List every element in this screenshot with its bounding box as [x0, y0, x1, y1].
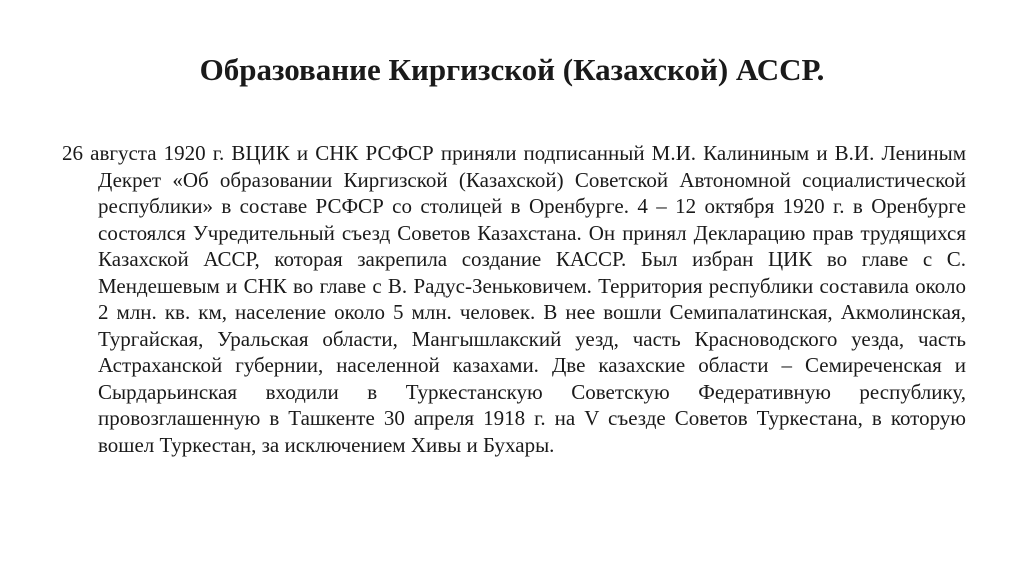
slide-title: Образование Киргизской (Казахской) АССР. — [199, 52, 825, 87]
slide-body-paragraph: 26 августа 1920 г. ВЦИК и СНК РСФСР приняли подписанный М.И. Калининым и В.И. Лениным Декрет «Об образовании Киргизской (Казахской) Советской Автономной социалистической республики» в составе РСФСР со столицей в Оренбурге. 4 – 12 октября 1920 г. в Оренбурге состоялся Учредительный съезд Советов Казахстана. Он принял Декларацию прав трудящихся Казахской АССР, которая закрепила создание КАССР. Был избран ЦИК во главе с С. Мендешевым и СНК во главе с В. Радус-Зеньковичем. Территория республики составила около 2 млн. кв. км, население около 5 млн. человек. В нее вошли Семипалатинская, Акмолинская, Тургайская, Уральская области, Мангышлакский уезд, часть Красноводского уезда, часть Астраханской губернии, населенной казахами. Две казахские области – Семиреченская и Сырдарьинская входили в Туркестанскую Советскую Федеративную республику, провозглашенную в Ташкенте 30 апреля 1918 г. на V съезде Советов Туркестана, в которую вошел Туркестан, за исключением Хивы и Бухары. — [62, 141, 966, 457]
